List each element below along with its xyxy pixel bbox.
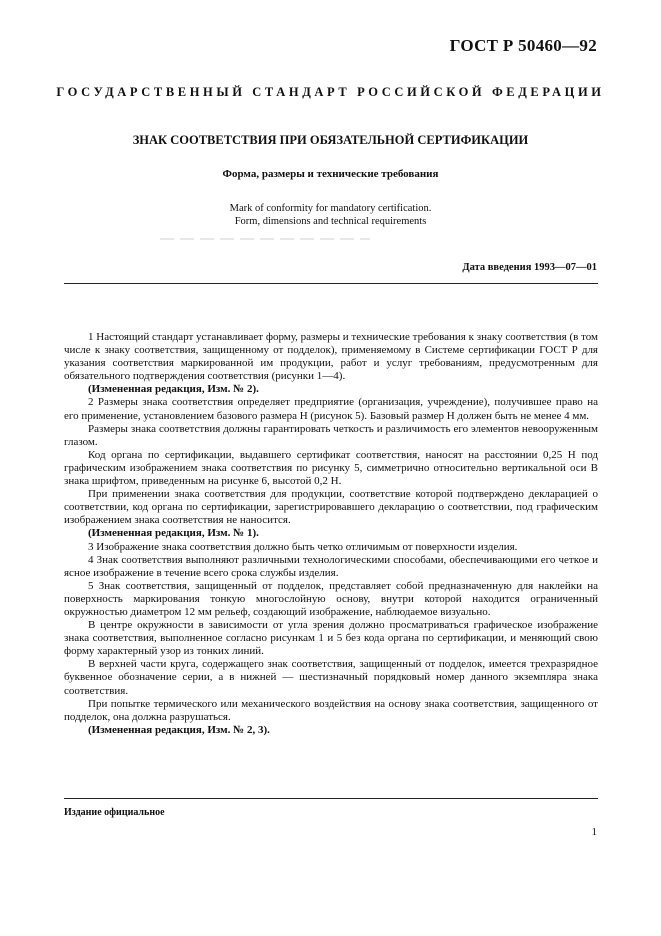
amendment-note: (Измененная редакция, Изм. № 1). (88, 527, 259, 540)
english-title-line-1: Mark of conformity for mandatory certification. (229, 203, 432, 214)
body-text (64, 331, 598, 737)
paragraph: Код органа по сертификации, выдавшего сертификат соответствия, наносят на расстоянии 0,25 H под графическим изображением знака соответствия по рисунку 5, симметрично относительно вертикальной оси B знака шрифтом, приведенным на рисунке 6, высотой 0,2 H. (64, 448, 598, 488)
document-title: ЗНАК СООТВЕТСТВИЯ ПРИ ОБЯЗАТЕЛЬНОЙ СЕРТИФИКАЦИИ (132, 133, 529, 147)
amendment-note: (Измененная редакция, Изм. № 2). (88, 383, 259, 396)
footer-divider (64, 798, 598, 799)
faint-bleed-through-mark (160, 238, 370, 240)
paragraph: В верхней части круга, содержащего знак соответствия, защищенный от подделок, имеется трехразрядное буквенное обозначение серии, а в нижней — шестизначный порядковый номер данного экземпляра знака соответствия. (64, 658, 598, 697)
state-standard-heading: ГОСУДАРСТВЕННЫЙ СТАНДАРТ РОССИЙСКОЙ ФЕДЕРАЦИИ (56, 85, 605, 99)
paragraph: 5 Знак соответствия, защищенный от подделок, представляет собой предназначенную для наклейки на поверхность маркирования тонкую многослойную основу, внутри которой находится ограниченный окружностью диаметром 12 мм рельеф, создающий изображение, наблюдаемое визуально. (64, 579, 598, 618)
header-divider (64, 283, 598, 284)
paragraph: Размеры знака соответствия должны гарантировать четкость и различимость его элементов невооруженным глазом. (64, 422, 598, 448)
document-designation: ГОСТ Р 50460—92 (449, 36, 597, 55)
paragraph: 4 Знак соответствия выполняют различными технологическими способами, обеспечивающими его четкое и ясное изображение в течение всего срока службы изделия. (64, 553, 598, 579)
paragraph: 1 Настоящий стандарт устанавливает форму, размеры и технические требования к знаку соответствия (в том числе к знаку соответствия, защищенному от подделок), применяемому в Системе сертификации ГОСТ Р для указания соответствия маркированной им продукции, работ и услуг требованиям, предусмотренным для обязательного подтверждения соответствия (рисунки 1—4). (64, 331, 598, 383)
document-subtitle: Форма, размеры и технические требования (222, 168, 439, 180)
page-number: 1 (591, 826, 597, 838)
english-title-line-2: Form, dimensions and technical requirements (234, 216, 427, 227)
paragraph: В центре окружности в зависимости от угла зрения должно просматриваться графическое изображение знака соответствия, выполненное согласно рисункам 1 и 5 без кода органа по сертификации, и меняющий свою форму характерный узор из тонких линий. (64, 619, 598, 658)
official-edition-label: Издание официальное (64, 807, 165, 818)
introduction-date: Дата введения 1993—07—01 (462, 262, 597, 273)
english-title (0, 202, 661, 228)
paragraph: При применении знака соответствия для продукции, соответствие которой подтверждено декларацией о соответствии, код органа по сертификации, зарегистрировавшего декларацию о соответствии, под графическим изображением знака соответствия не наносится. (64, 488, 598, 527)
paragraph: 2 Размеры знака соответствия определяет предприятие (организация, учреждение), получившее право на его применение, установлением базового размера H (рисунок 5). Базовый размер H должен быть не менее 4 мм. (64, 396, 598, 422)
paragraph: 3 Изображение знака соответствия должно быть четко отличимым от поверхности изделия. (88, 540, 518, 553)
paragraph: При попытке термического или механического воздействия на основу знака соответствия, защищенного от подделок, она должна разрушаться. (64, 697, 598, 723)
amendment-note: (Измененная редакция, Изм. № 2, 3). (88, 723, 270, 736)
